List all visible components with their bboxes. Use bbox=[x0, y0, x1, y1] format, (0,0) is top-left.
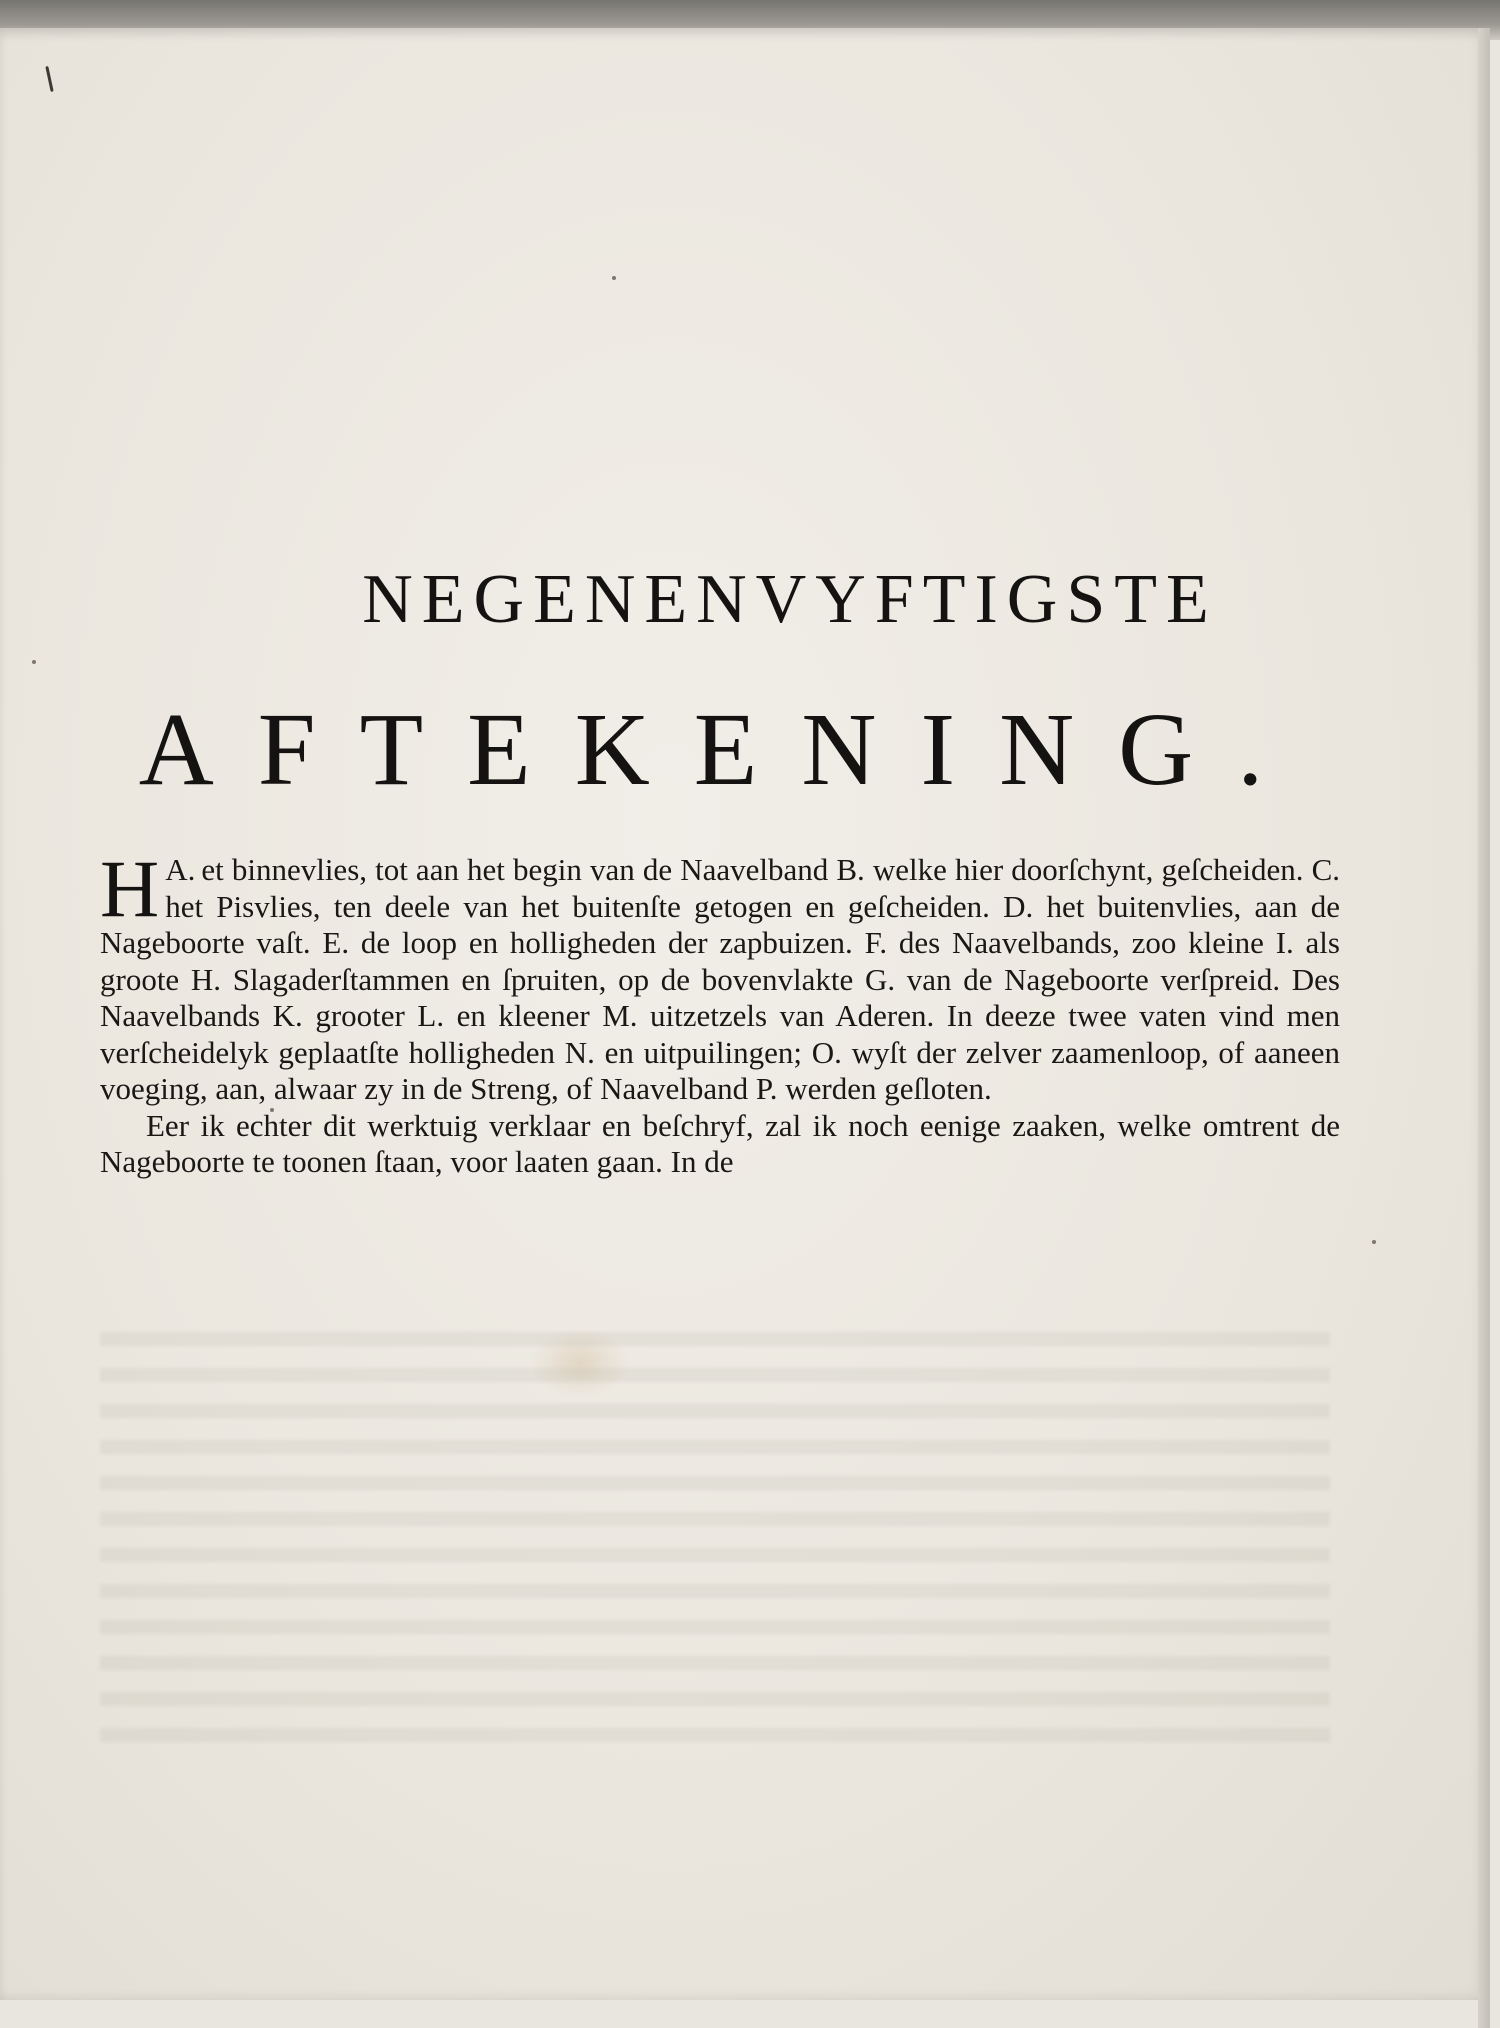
paper-speck bbox=[1372, 1240, 1376, 1244]
body-text bbox=[100, 843, 1340, 1181]
legend-paragraph bbox=[100, 843, 1340, 1108]
bleed-through-text bbox=[100, 1318, 1330, 1748]
paper-speck bbox=[32, 660, 36, 664]
page-edge bbox=[1478, 28, 1490, 2028]
paper-speck bbox=[612, 276, 616, 280]
figure-label: A. bbox=[165, 852, 196, 887]
ink-mark bbox=[45, 66, 53, 92]
drop-cap: H bbox=[100, 843, 160, 934]
chapter-number-heading: NEGENENVYFTIGSTE bbox=[362, 561, 1218, 638]
intro-paragraph: Eer ik echter dit werktuig verklaar en beſchryf, zal ik noch eenige zaaken, welke omtrent de Nageboorte te toonen ſtaan, voor laaten gaan. In de bbox=[100, 1107, 1340, 1179]
legend-text: et binnevlies, tot aan het begin van de Naavelband B. welke hier doorſchynt, geſcheiden. C. het Pisvlies, ten deele van het buitenſte getogen en geſcheiden. D. het buitenvlies, aan de Nageboorte vaſt. E. de loop en holligheden der zapbuizen. F. des Naavelbands, zoo kleine I. als groote H. Slagaderſtammen en ſpruiten, op de bovenvlakte G. van de Nageboorte verſpreid. Des Naavelbands K. grooter L. en kleener M. uitzetzels van Aderen. In deeze twee vaten vind men verſcheidelyk geplaatſte holligheden N. en uitpuilingen; O. wyſt der zelver zaamenloop, of aaneen voeging, aan, alwaar zy in de Streng, of Naavelband P. werden geſloten. bbox=[100, 852, 1340, 1106]
chapter-title-heading: AFTEKENING. bbox=[138, 692, 1308, 807]
